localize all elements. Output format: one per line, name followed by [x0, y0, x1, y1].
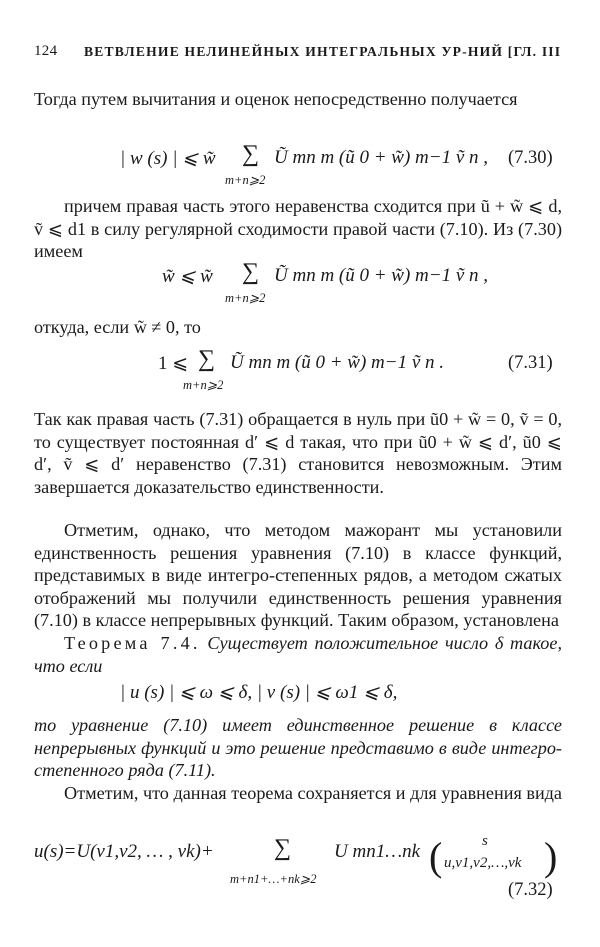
equation-number: (7.32)	[508, 880, 553, 900]
summation-index: m+n⩾2	[225, 291, 266, 305]
left-paren: (	[429, 834, 443, 879]
equation-7-32	[34, 833, 564, 893]
equation-number: (7.31)	[508, 353, 553, 373]
summation-index: m+n⩾2	[183, 378, 224, 392]
equation-lhs: 1 ⩽	[158, 353, 189, 374]
paragraph-uniqueness-proof: Так как правая часть (7.31) обращается в нуль при ũ0 + w̃ = 0, ṽ = 0, то существует постоянная d′ ⩽ d такая, что при ũ0 + w̃ ⩽ d′, ũ0 ⩽ d′, ṽ ⩽ d′ неравенство (7.31) становится невозможным. Этим завершается доказательство единственности.	[34, 409, 562, 497]
paragraph-majorant-remark: Отметим, однако, что методом мажорант мы установили единственность решения уравнения (7.10) в классе функций, представимых в виде интегро-степенных рядов, а методом сжатых отображений мы получили единственность решения уравнения (7.10) в классе непрерывных функций. Таким образом, установлена	[34, 520, 562, 630]
equation-lhs: | w (s) | ⩽ w̃	[120, 148, 216, 169]
summation-sign: ∑	[242, 141, 260, 167]
theorem-text: Существует положительное число δ такое, что если	[34, 633, 563, 676]
summation-index: m+n⩾2	[225, 173, 266, 187]
summation-sign: ∑	[242, 259, 260, 285]
paragraph-convergence: причем правая часть этого неравенства сходится при ũ + w̃ ⩽ d, ṽ ⩽ d1 в силу регулярной сходимости правой части (7.10). Из (7.30) имеем	[34, 196, 562, 261]
equation-rhs: Ũ mn m (ũ 0 + w̃) m−1 ṽ n ,	[274, 147, 489, 168]
theorem-conclusion: то уравнение (7.10) имеет единственное решение в классе непрерывных функций и это решение представимо в виде интегро-степенного ряда (7.11).	[34, 715, 562, 780]
page-number: 124	[34, 43, 58, 59]
condition-text: | u (s) | ⩽ ω ⩽ δ, | v (s) | ⩽ ω1 ⩽ δ,	[120, 682, 398, 703]
kernel-term: U mn1…nk	[334, 841, 421, 862]
running-title: ВЕТВЛЕНИЕ НЕЛИНЕЙНЫХ ИНТЕГРАЛЬНЫХ УР-НИЙ [ГЛ. III	[84, 44, 562, 59]
equation-7-31	[158, 346, 478, 392]
argument-bottom: u,v1,v2,…,vk	[444, 855, 522, 871]
paragraph-intro: Тогда путем вычитания и оценок непосредственно получается	[34, 89, 518, 109]
equation-lhs: w̃ ⩽ w̃	[162, 266, 213, 287]
summation-index: m+n1+…+nk⩾2	[230, 872, 317, 886]
theorem-7-4	[34, 632, 562, 677]
equation-estimate	[162, 259, 542, 305]
paragraph-generalization: Отметим, что данная теорема сохраняется и для уравнения вида	[64, 783, 563, 803]
right-paren: )	[544, 834, 558, 879]
equation-7-30	[120, 141, 560, 187]
equation-rhs: Ũ mn m (ũ 0 + w̃) m−1 ṽ n ,	[274, 265, 489, 286]
summation-sign: ∑	[198, 346, 216, 372]
theorem-condition	[120, 681, 520, 707]
summation-sign: ∑	[274, 835, 292, 861]
equation-number: (7.30)	[508, 148, 553, 168]
equation-rhs: Ũ mn m (ũ 0 + w̃) m−1 ṽ n .	[230, 352, 445, 373]
theorem-label: Теорема 7.4.	[64, 633, 201, 653]
equation-lhs: u(s)=U(v1,v2, … , vk)+	[34, 841, 214, 862]
paragraph-whence: откуда, если w̃ ≠ 0, то	[34, 317, 201, 337]
running-header	[34, 43, 566, 65]
argument-top: s	[482, 833, 488, 849]
